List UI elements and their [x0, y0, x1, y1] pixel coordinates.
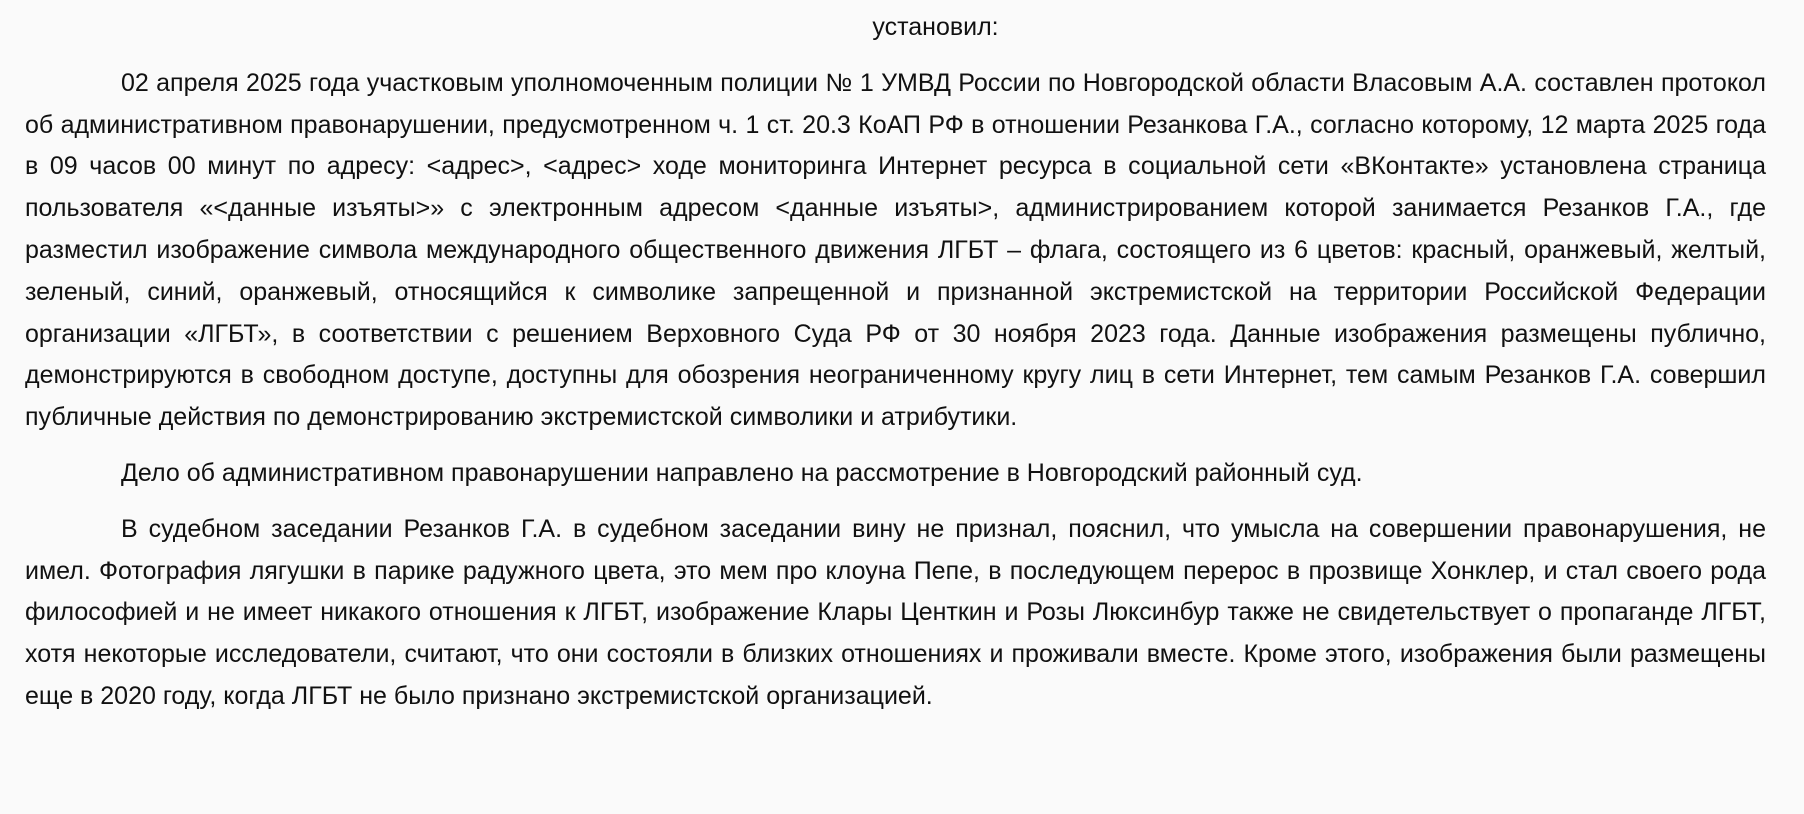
paragraph-protocol: 02 апреля 2025 года участковым уполномоченным полиции № 1 УМВД России по Новгородской области Власовым А.А. составлен протокол об административном правонарушении, предусмотренном ч. 1 ст. 20.3 КоАП РФ в отношении Резанкова Г.А., согласно которому, 12 марта 2025 года в 09 часов 00 минут по адресу: <адрес>, <адрес> ходе мониторинга Интернет ресурса в социальной сети «ВКонтакте» установлена страница пользователя «<данные изъяты>» с электронным адресом <данные изъяты>, администрированием которой занимается Резанков Г.А., где разместил изображение символа международного общественного движения ЛГБТ – флага, состоящего из 6 цветов: красный, оранжевый, желтый, зеленый, синий, оранжевый, относящийся к символике запрещенной и признанной экстремистской на территории Российской Федерации организации «ЛГБТ», в соответствии с решением Верховного Суда РФ от 30 ноября 2023 года. Данные изображения размещены публично, демонстрируются в свободном доступе, доступны для обозрения неограниченному кругу лиц в сети Интернет, тем самым Резанков Г.А. совершил публичные действия по демонстрированию экстремистской символики и атрибутики. — [25, 68, 1766, 432]
document-body — [25, 7, 1766, 718]
paragraph-case-referral: Дело об административном правонарушении направлено на рассмотрение в Новгородский районный суд. — [121, 458, 1363, 487]
paragraph-court-hearing: В судебном заседании Резанков Г.А. в судебном заседании вину не признал, пояснил, что умысла на совершении правонарушения, не имел. Фотография лягушки в парике радужного цвета, это мем про клоуна Пепе, в последующем перерос в прозвище Хонклер, и стал своего рода философией и не имеет никакого отношения к ЛГБТ, изображение Клары Центкин и Розы Люксинбур также не свидетельствует о пропаганде ЛГБТ, хотя некоторые исследователи, считают, что они состояли в близких отношениях и проживали вместе. Кроме этого, изображения были размещены еще в 2020 году, когда ЛГБТ не было признано экстремистской организацией. — [25, 514, 1766, 710]
section-heading: установил: — [872, 13, 999, 41]
